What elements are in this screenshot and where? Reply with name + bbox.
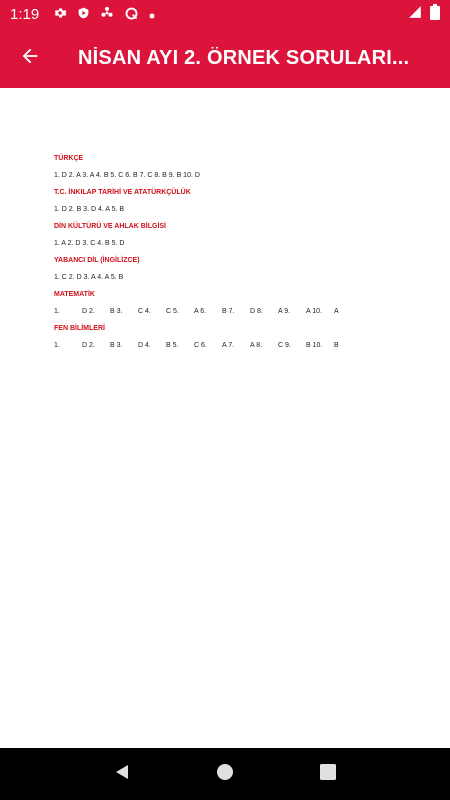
- answer-cell: B 10.: [306, 342, 323, 349]
- answer-key-document: [54, 154, 394, 358]
- back-triangle-icon: [113, 763, 131, 786]
- answer-cell: D 8.: [250, 308, 263, 315]
- fan-icon: [100, 6, 114, 22]
- answer-cell: D 2.: [82, 342, 95, 349]
- nav-recents-button[interactable]: [313, 759, 343, 789]
- section-title-fen-bilimleri: FEN BİLİMLERİ: [54, 325, 105, 332]
- answer-cell: C 4.: [138, 308, 151, 315]
- section-title-matematik: MATEMATİK: [54, 291, 95, 298]
- answer-cell: A 10.: [306, 308, 322, 315]
- answers-din-kulturu: 1. A 2. D 3. C 4. B 5. D: [54, 240, 125, 247]
- answer-cell: B: [334, 342, 339, 349]
- shield-icon: [77, 6, 90, 22]
- system-icons: [408, 4, 440, 25]
- app-q-icon: [124, 6, 139, 23]
- home-circle-icon: [216, 763, 234, 786]
- answer-cell: B 5.: [166, 342, 179, 349]
- section-title-turkce: TÜRKÇE: [54, 155, 84, 162]
- document-viewer[interactable]: [0, 88, 450, 748]
- answer-cell: D 4.: [138, 342, 151, 349]
- answers-turkce: 1. D 2. A 3. A 4. B 5. C 6. B 7. C 8. B 9. B 10. D: [54, 172, 200, 179]
- back-button[interactable]: [0, 28, 60, 88]
- section-title-din-kulturu: DİN KÜLTÜRÜ VE AHLAK BİLGİSİ: [54, 223, 166, 230]
- dot-icon: [149, 8, 155, 21]
- app-bar: [0, 28, 450, 88]
- gear-icon: [53, 6, 67, 22]
- answers-inkilap: 1. D 2. B 3. D 4. A 5. B: [54, 206, 125, 213]
- answer-cell: A 6.: [194, 308, 207, 315]
- answer-cell: B 3.: [110, 342, 123, 349]
- answer-cell: C 6.: [194, 342, 207, 349]
- nav-home-button[interactable]: [210, 759, 240, 789]
- answer-cell: 1.: [54, 308, 60, 315]
- wifi-icon: [408, 5, 422, 24]
- section-title-inkilap: T.C. İNKILAP TARİHİ VE ATATÜRKÇÜLÜK: [54, 189, 191, 196]
- page-title: NİSAN AYI 2. ÖRNEK SORULARI...: [78, 46, 410, 69]
- answer-cell: A 9.: [278, 308, 291, 315]
- answer-cell: C 9.: [278, 342, 291, 349]
- answer-cell: A 8.: [250, 342, 263, 349]
- answer-cell: A: [334, 308, 339, 315]
- battery-icon: [430, 4, 440, 25]
- answers-yabanci-dil: 1. C 2. D 3. A 4. A 5. B: [54, 274, 124, 281]
- answer-cell: B 3.: [110, 308, 123, 315]
- answers-matematik: [54, 300, 394, 324]
- status-bar: [0, 0, 450, 28]
- recents-square-icon: [320, 764, 336, 785]
- answers-fen-bilimleri: [54, 334, 394, 358]
- answer-cell: C 5.: [166, 308, 179, 315]
- navigation-bar: [0, 748, 450, 800]
- back-arrow-icon: [19, 45, 41, 72]
- notification-icons: [53, 6, 155, 23]
- answer-cell: 1.: [54, 342, 60, 349]
- answer-cell: D 2.: [82, 308, 95, 315]
- nav-back-button[interactable]: [107, 759, 137, 789]
- answer-cell: B 7.: [222, 308, 235, 315]
- section-title-yabanci-dil: YABANCI DİL (İNGİLİZCE): [54, 257, 140, 264]
- answer-cell: A 7.: [222, 342, 235, 349]
- status-time: 1:19: [10, 5, 40, 23]
